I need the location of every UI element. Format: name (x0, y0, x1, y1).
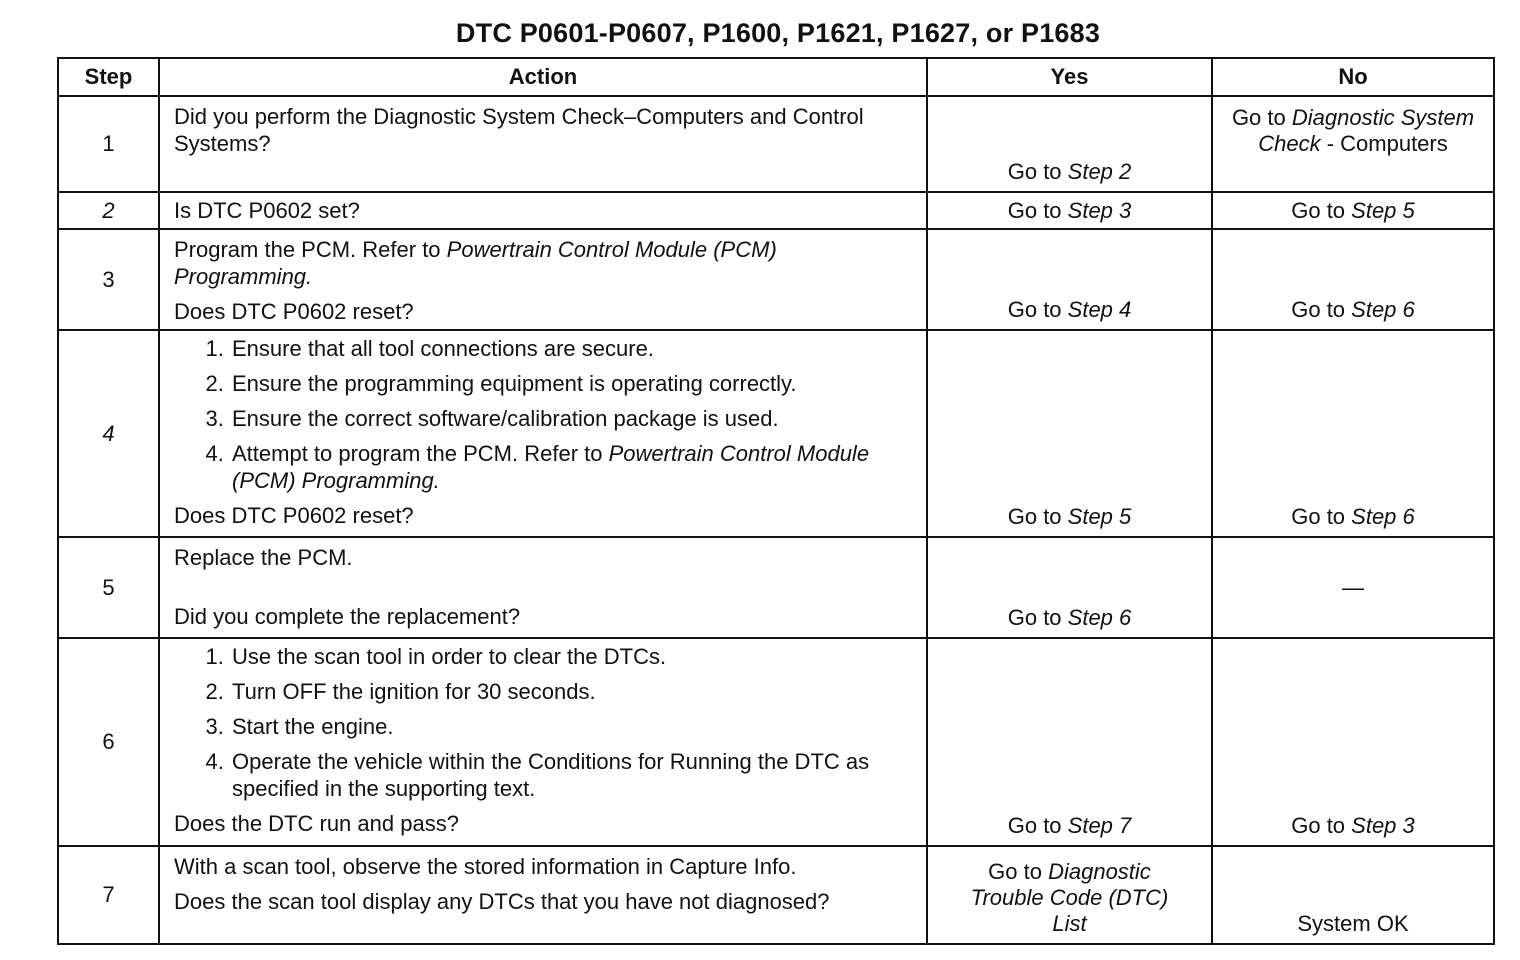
step-number: 5 (58, 537, 159, 638)
header-no: No (1212, 58, 1494, 96)
action-text: With a scan tool, observe the stored information in Capture Info. (174, 854, 797, 879)
header-action: Action (159, 58, 927, 96)
list-item: 2. Ensure the programming equipment is operating correctly. (230, 370, 912, 397)
yes-cell (927, 96, 1212, 192)
action-list (160, 331, 926, 494)
step-number: 7 (58, 846, 159, 944)
table-row (58, 638, 1494, 846)
action-question: Does the scan tool display any DTCs that you have not diagnosed? (174, 889, 830, 914)
action-text: Did you perform the Diagnostic System Check–Computers and Control Systems? (174, 104, 864, 156)
yes-cell (927, 330, 1212, 537)
list-item: 1. Ensure that all tool connections are secure. (230, 335, 912, 362)
action-question: Does DTC P0602 reset? (174, 503, 414, 528)
no-link[interactable]: Step 6 (1351, 504, 1415, 529)
yes-prefix: Go to (1007, 197, 1068, 223)
yes-prefix: Go to (1007, 504, 1068, 529)
action-intro: Program the PCM. Refer to (174, 237, 447, 262)
no-cell (1212, 330, 1494, 537)
yes-prefix: Go to (1007, 605, 1068, 630)
action-cell (159, 846, 927, 944)
action-list (160, 639, 926, 802)
no-prefix: Go to (1291, 813, 1352, 838)
no-cell (1212, 537, 1494, 638)
yes-cell (927, 537, 1212, 638)
no-link[interactable]: Diagnostic System Check (1258, 105, 1475, 156)
step-number: 4 (58, 330, 159, 537)
step-number: 1 (58, 96, 159, 192)
action-cell (159, 96, 927, 192)
action-cell (159, 229, 927, 330)
yes-link[interactable]: Step 5 (1067, 504, 1132, 529)
action-text (160, 230, 926, 290)
action-question: Does DTC P0602 reset? (174, 299, 414, 324)
no-cell (1212, 846, 1494, 944)
no-cell (1212, 229, 1494, 330)
no-prefix: Go to (1291, 297, 1352, 322)
step-number: 2 (58, 192, 159, 229)
page-title: DTC P0601-P0607, P1600, P1621, P1627, or P1683 (455, 18, 1101, 48)
yes-link[interactable]: Step 6 (1067, 605, 1132, 630)
no-cell (1212, 192, 1494, 229)
step-number: 6 (58, 638, 159, 846)
no-prefix: Go to (1291, 197, 1352, 223)
header-step: Step (58, 58, 159, 96)
no-link[interactable]: Step 3 (1351, 813, 1415, 838)
header-yes: Yes (927, 58, 1212, 96)
action-question: Is DTC P0602 set? (174, 198, 360, 223)
action-question: Did you complete the replacement? (174, 604, 521, 629)
list-item: 3. Start the engine. (230, 713, 912, 740)
yes-prefix: Go to (1007, 159, 1068, 184)
yes-prefix: Go to (1007, 297, 1068, 322)
no-prefix: Go to (1291, 504, 1352, 529)
no-link[interactable]: Step 6 (1351, 297, 1415, 322)
yes-cell (927, 638, 1212, 846)
no-prefix: Go to (1231, 105, 1292, 130)
no-text: System OK (1297, 911, 1409, 936)
action-cell (159, 192, 927, 229)
no-suffix: - Computers (1320, 131, 1448, 156)
yes-link[interactable]: Step 3 (1067, 197, 1132, 223)
action-cell (159, 330, 927, 537)
step-number: 3 (58, 229, 159, 330)
no-dash: — (1342, 574, 1364, 600)
action-cell (159, 638, 927, 846)
no-link[interactable]: Step 5 (1351, 197, 1415, 223)
table-row (58, 330, 1494, 537)
reference-link[interactable]: Powertrain Control Module (PCM) Programming. (232, 441, 870, 493)
header-row (58, 58, 1494, 96)
yes-link[interactable]: Step 4 (1067, 297, 1132, 322)
yes-cell (927, 229, 1212, 330)
yes-link[interactable]: Step 2 (1067, 159, 1132, 184)
reference-link[interactable]: Powertrain Control Module (PCM) Programming. (174, 237, 777, 289)
list-item-text: Attempt to program the PCM. Refer to (232, 441, 609, 466)
dtc-table (57, 57, 1495, 945)
yes-link[interactable]: Step 7 (1067, 813, 1132, 838)
no-cell (1212, 96, 1494, 192)
list-item: 4. Operate the vehicle within the Conditions for Running the DTC as specified in the supporting text. (230, 748, 912, 802)
yes-prefix: Go to (1007, 813, 1068, 838)
yes-prefix: Go to (988, 859, 1049, 884)
yes-cell (927, 846, 1212, 944)
action-question: Does the DTC run and pass? (174, 811, 459, 836)
list-item: 3. Ensure the correct software/calibration package is used. (230, 405, 912, 432)
action-cell (159, 537, 927, 638)
no-cell (1212, 638, 1494, 846)
list-item: 2. Turn OFF the ignition for 30 seconds. (230, 678, 912, 705)
list-item (230, 440, 912, 494)
table-row (58, 96, 1494, 192)
table-row (58, 537, 1494, 638)
list-item: 1. Use the scan tool in order to clear the DTCs. (230, 643, 912, 670)
action-text: Replace the PCM. (174, 545, 353, 570)
table-row (58, 192, 1494, 229)
yes-link[interactable]: Diagnostic Trouble Code (DTC) List (970, 859, 1169, 936)
table-row (58, 229, 1494, 330)
yes-cell (927, 192, 1212, 229)
table-row (58, 846, 1494, 944)
